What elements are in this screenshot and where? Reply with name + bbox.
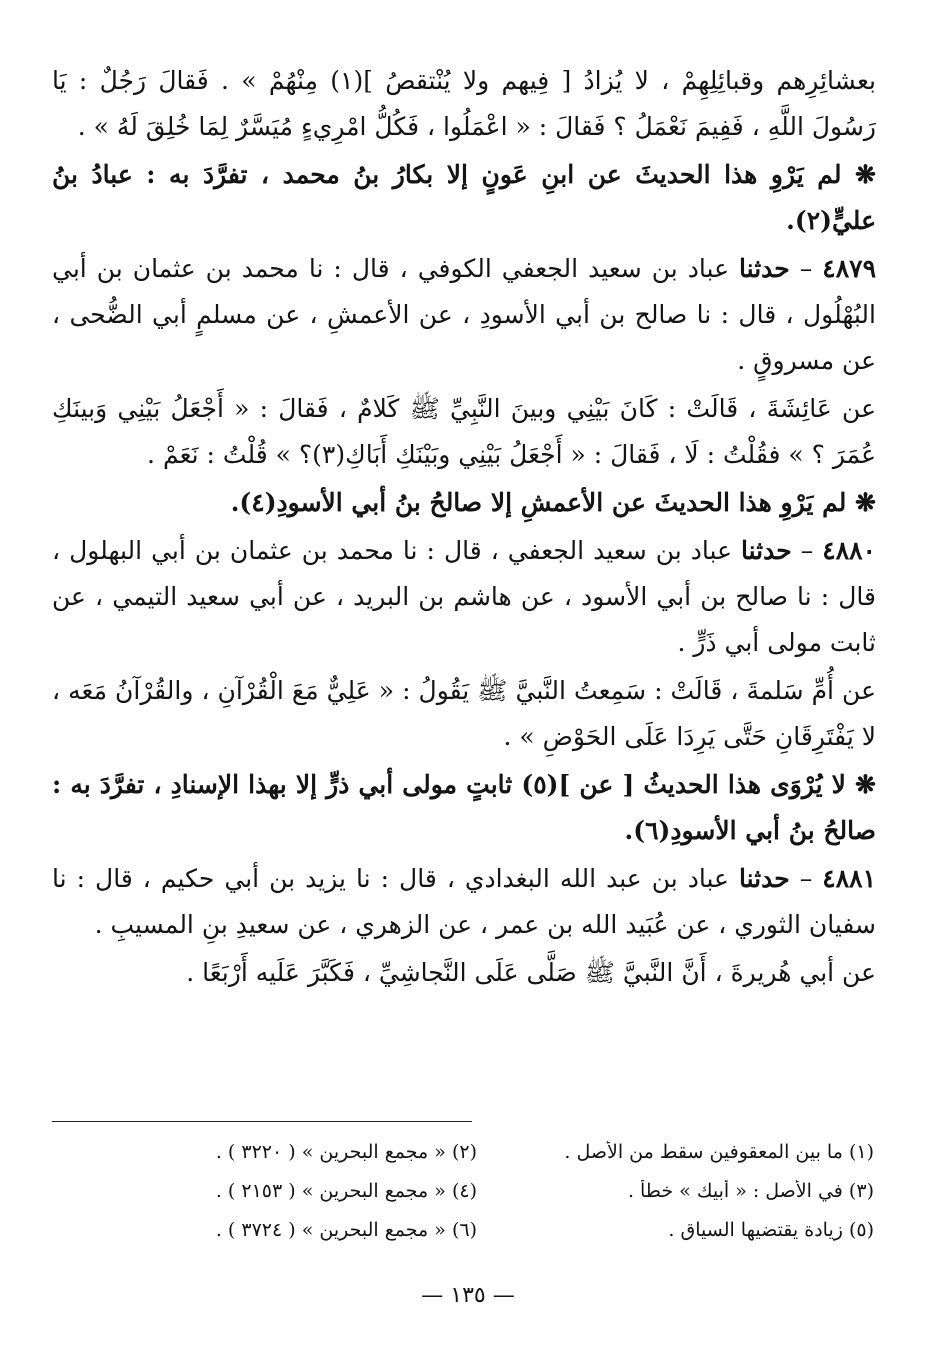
hadith-label: حدثنا (741, 536, 792, 565)
note-paragraph: ❋ لم يَرْوِ هذا الحديثَ عن ابنِ عَونٍ إلا بكارُ بنُ محمد ، تفرَّدَ به : عبادُ بنُ عليٍّ(٢). (52, 160, 876, 235)
hadith-paragraph: ٤٨٨١ – حدثنا عباد بن عبد الله البغدادي ، قال : نا يزيد بن أبي حكيم ، قال : نا سفيان الثوري ، عن عُبَيد الله بن عمر ، عن الزهري ، عن سعيدِ بنِ المسيبِ . (52, 864, 876, 939)
hadith-paragraph: ٤٨٧٩ – حدثنا عباد بن سعيد الجعفي الكوفي ، قال : نا محمد بن عثمان بن أبي البُهْلُول ، قال : نا صالح بن أبي الأسودِ ، عن الأعمشِ ، عن مسلمٍ أبي الضُّحى ، عن مسروقٍ . (52, 254, 876, 375)
footnotes (80, 1132, 874, 1249)
footnote-item: (٦) « مجمع البحرين » ( ٣٧٢٤ ) . (215, 1218, 477, 1241)
hadith-text: عباد بن عبد الله البغدادي ، قال : نا يزيد بن أبي حكيم ، قال : نا سفيان الثوري ، عن عُبَيد الله بن عمر ، عن الزهري ، عن سعيدِ بنِ المسيبِ . (52, 864, 876, 939)
page-number: — ١٣٥ — (421, 1283, 515, 1308)
text-paragraph: بعشائِرِهم وقبائِلِهِمْ ، لا يُزادُ [ فِيهم ولا يُنْتقصُ ](١) مِنْهُمْ » . فَقالَ رَجُلٌ : يَا رَسُولَ اللَّهِ ، فَفِيمَ نَعْمَلُ ؟ فَقالَ : « اعْمَلُوا ، فَكُلُّ امْرِيءٍ مُيَسَّرٌ لِمَا خُلِقَ لَهُ » . (52, 66, 876, 141)
note-paragraph: ❋ لا يُرْوَى هذا الحديثُ [ عن ](٥) ثابتٍ مولى أبي ذرٍّ إلا بهذا الإسنادِ ، تفرَّدَ به : صالحُ بنُ أبي الأسودِ(٦). (52, 770, 876, 845)
footnote-item: (٤) « مجمع البحرين » ( ٢١٥٣ ) . (215, 1179, 477, 1202)
footnote-item: (٣) في الأصل : « أبيك » خطأ . (627, 1179, 874, 1202)
footnote-item: (٢) « مجمع البحرين » ( ٣٢٢٠ ) . (215, 1140, 477, 1163)
footnote-item: (١) ما بين المعقوفين سقط من الأصل . (564, 1140, 874, 1163)
hadith-text: عباد بن سعيد الجعفي ، قال : نا محمد بن عثمان بن أبي البهلول ، قال : نا صالح بن أبي الأسود ، عن هاشم بن البريد ، عن أبي سعيد التيمي ، عن ثابت مولى أبي ذَرٍّ . (52, 536, 876, 657)
hadith-text: عباد بن سعيد الجعفي الكوفي ، قال : نا محمد بن عثمان بن أبي البُهْلُول ، قال : نا صالح بن أبي الأسودِ ، عن الأعمشِ ، عن مسلمٍ أبي الضُّحى ، عن مسروقٍ . (52, 254, 876, 375)
text-paragraph: عن أُمِّ سَلمةَ ، قَالَتْ : سَمِعتُ النَّبيَّ ﷺ يَقُولُ : « عَلِيٌّ مَعَ الْقُرْآنِ ، والقُرْآنُ مَعَه ، لا يَفْتَرِقَانِ حَتَّى يَرِدَا عَلَى الحَوْضِ » . (52, 676, 876, 751)
main-text (52, 58, 876, 996)
hadith-number: ٤٨٨١ (822, 864, 876, 893)
hadith-number: ٤٨٨٠ (822, 536, 876, 565)
footnote-row (80, 1132, 874, 1171)
footnote-separator (52, 1121, 472, 1122)
footnote-item: (٥) زيادة يقتضيها السياق . (668, 1218, 874, 1241)
hadith-label: حدثنا (739, 864, 790, 893)
footnote-row (80, 1171, 874, 1210)
note-paragraph: ❋ لم يَرْوِ هذا الحديثَ عن الأعمشِ إلا صالحُ بنُ أبي الأسودِ(٤). (230, 488, 876, 517)
footnote-row (80, 1210, 874, 1249)
text-paragraph: عن عَائِشَةَ ، قَالَتْ : كَانَ بَيْنِي وبينَ النَّبِيِّ ﷺ كَلامٌ ، فَقالَ : « أَجْعَلُ بَيْنِي وَبينَكِ عُمَرَ ؟ » فقُلْتُ : لَا ، فَقالَ : « أَجْعَلُ بَيْنِي وبَيْنَكِ أَبَاكِ(٣)؟ » قُلْتُ : نَعَمْ . (52, 394, 876, 469)
hadith-label: حدثنا (739, 254, 790, 283)
hadith-paragraph: ٤٨٨٠ – حدثنا عباد بن سعيد الجعفي ، قال : نا محمد بن عثمان بن أبي البهلول ، قال : نا صالح بن أبي الأسود ، عن هاشم بن البريد ، عن أبي سعيد التيمي ، عن ثابت مولى أبي ذَرٍّ . (52, 536, 876, 657)
hadith-number: ٤٨٧٩ (822, 254, 876, 283)
text-paragraph: عن أبي هُريرةَ ، أَنَّ النَّبيَّ ﷺ صَلَّى عَلَى النَّجاشِيِّ ، فَكَبَّرَ عَلَيه أَرْبَعًا . (186, 958, 876, 987)
